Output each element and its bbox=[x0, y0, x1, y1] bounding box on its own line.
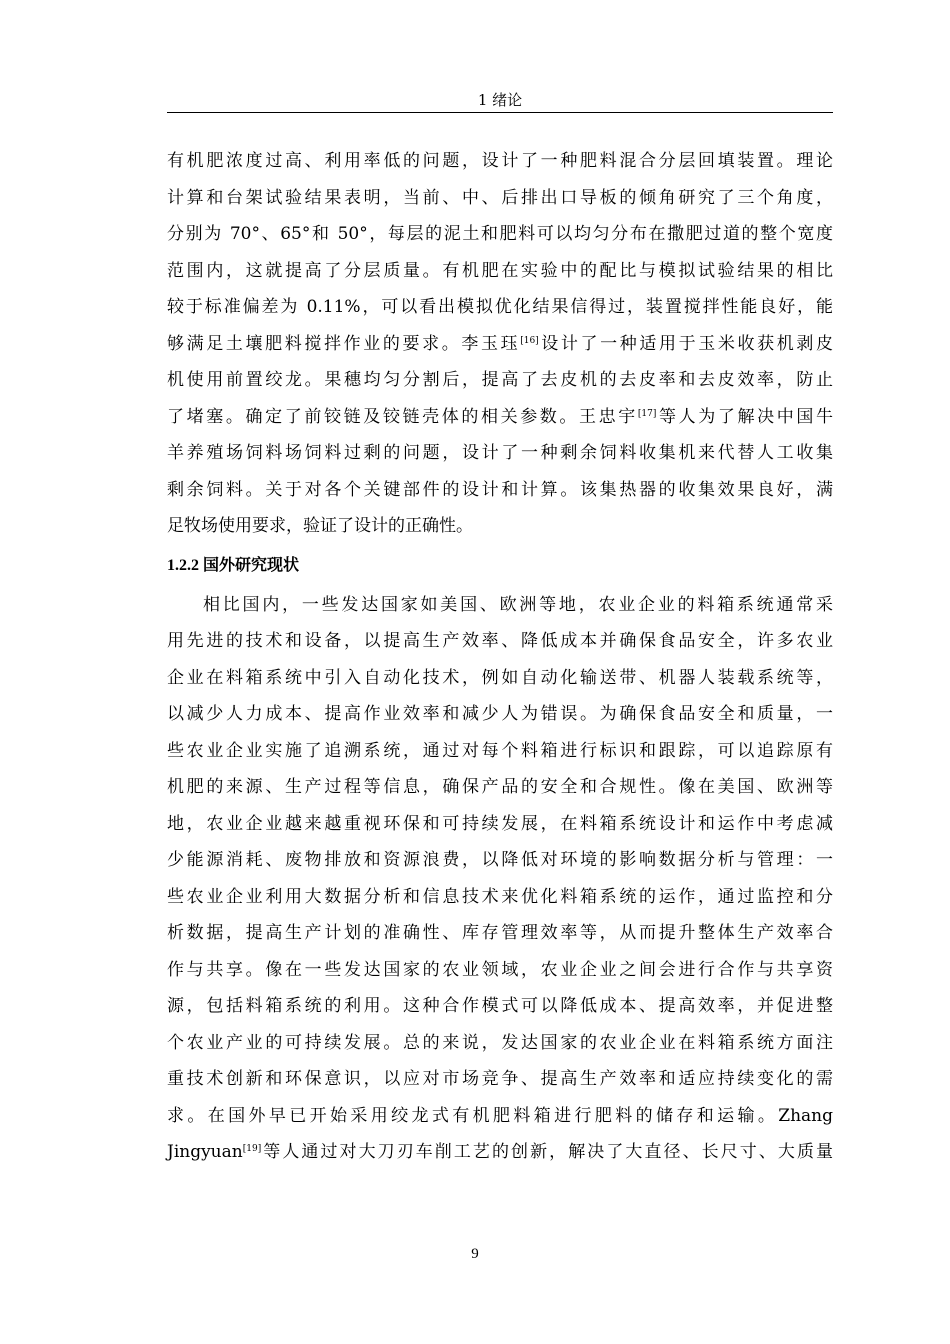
section-heading: 1.2.2 国外研究现状 bbox=[167, 556, 300, 574]
text-line: 剩余饲料。关于对各个关键部件的设计和计算。该集热器的收集效果良好，满 bbox=[167, 479, 833, 500]
text-line: 重技术创新和环保意识，以应对市场竞争、提高生产效率和适应持续变化的需 bbox=[167, 1069, 833, 1089]
text-line: 个农业产业的可持续发展。总的来说，发达国家的农业企业在料箱系统方面注 bbox=[167, 1032, 833, 1053]
citation-ref: [16] bbox=[520, 335, 539, 346]
text-run: 了堵塞。确定了前铰链及铰链壳体的相关参数。王忠宇 bbox=[167, 406, 638, 427]
text-line: 以减少人力成本、提高作业效率和减少人为错误。为确保食品安全和质量，一 bbox=[167, 704, 833, 724]
text-line: 些农业企业实施了追溯系统，通过对每个料箱进行标识和跟踪，可以追踪原有 bbox=[167, 740, 833, 761]
text-line: 计算和台架试验结果表明，当前、中、后排出口导板的倾角研究了三个角度， bbox=[167, 187, 833, 208]
text-line: 地，农业企业越来越重视环保和可持续发展，在料箱系统设计和运作中考虑减 bbox=[167, 813, 833, 834]
text-line: 分别为 70°、65°和 50°，每层的泥土和肥料可以均匀分布在撒肥过道的整个宽度 bbox=[167, 224, 833, 244]
text-line: 析数据，提高生产计划的准确性、库存管理效率等，从而提升整体生产效率合 bbox=[167, 923, 833, 943]
text-line: 少能源消耗、废物排放和资源浪费，以降低对环境的影响数据分析与管理：一 bbox=[167, 850, 833, 870]
text-line: 作与共享。像在一些发达国家的农业领域，农业企业之间会进行合作与共享资 bbox=[167, 959, 833, 980]
text-line bbox=[167, 326, 833, 363]
text-line bbox=[167, 399, 833, 436]
text-line: 企业在料箱系统中引入自动化技术，例如自动化输送带、机器人装载系统等， bbox=[167, 667, 833, 688]
text-run: 等人为了解决中国牛 bbox=[656, 406, 834, 427]
header-rule bbox=[167, 112, 833, 113]
text-run: 等人通过对大刀刃车削工艺的创新，解决了大直径、长尺寸、大质量 bbox=[261, 1142, 833, 1162]
page-number: 9 bbox=[471, 1246, 479, 1262]
running-header: 1 绪论 bbox=[477, 91, 523, 109]
citation-ref: [19] bbox=[242, 1144, 262, 1155]
page-body bbox=[167, 143, 833, 1171]
text-run: Jingyuan bbox=[167, 1142, 243, 1162]
paragraph-2 bbox=[167, 587, 833, 1171]
text-line: 机肥的来源、生产过程等信息，确保产品的安全和合规性。像在美国、欧洲等 bbox=[167, 777, 833, 797]
text-line: 相比国内，一些发达国家如美国、欧洲等地，农业企业的料箱系统通常采 bbox=[203, 594, 833, 615]
text-line: 源，包括料箱系统的利用。这种合作模式可以降低成本、提高效率，并促进整 bbox=[167, 996, 833, 1016]
paragraph-1 bbox=[167, 143, 833, 545]
text-line: 足牧场使用要求，验证了设计的正确性。 bbox=[167, 516, 473, 536]
text-line: 机使用前置绞龙。果穗均匀分割后，提高了去皮机的去皮率和去皮效率，防止 bbox=[167, 370, 833, 390]
text-line: 有机肥浓度过高、利用率低的问题，设计了一种肥料混合分层回填装置。理论 bbox=[167, 151, 833, 171]
text-line: 求。在国外早已开始采用绞龙式有机肥料箱进行肥料的储存和运输。Zhang bbox=[167, 1105, 833, 1126]
text-run: 够满足土壤肥料搅拌作业的要求。李玉珏 bbox=[167, 333, 521, 354]
text-line: 用先进的技术和设备，以提高生产效率、降低成本并确保食品安全，许多农业 bbox=[167, 631, 833, 651]
citation-ref: [17] bbox=[637, 408, 657, 419]
text-line: 些农业企业利用大数据分析和信息技术来优化料箱系统的运作，通过监控和分 bbox=[167, 886, 833, 907]
text-run: 设计了一种适用于玉米收获机剥皮 bbox=[538, 333, 834, 354]
text-line bbox=[167, 1134, 833, 1171]
text-line: 较于标准偏差为 0.11%，可以看出模拟优化结果信得过，装置搅拌性能良好，能 bbox=[167, 297, 833, 317]
text-line: 范围内，这就提高了分层质量。有机肥在实验中的配比与模拟试验结果的相比 bbox=[167, 260, 833, 281]
text-line: 羊养殖场饲料场饲料过剩的问题，设计了一种剩余饲料收集机来代替人工收集 bbox=[167, 443, 833, 463]
